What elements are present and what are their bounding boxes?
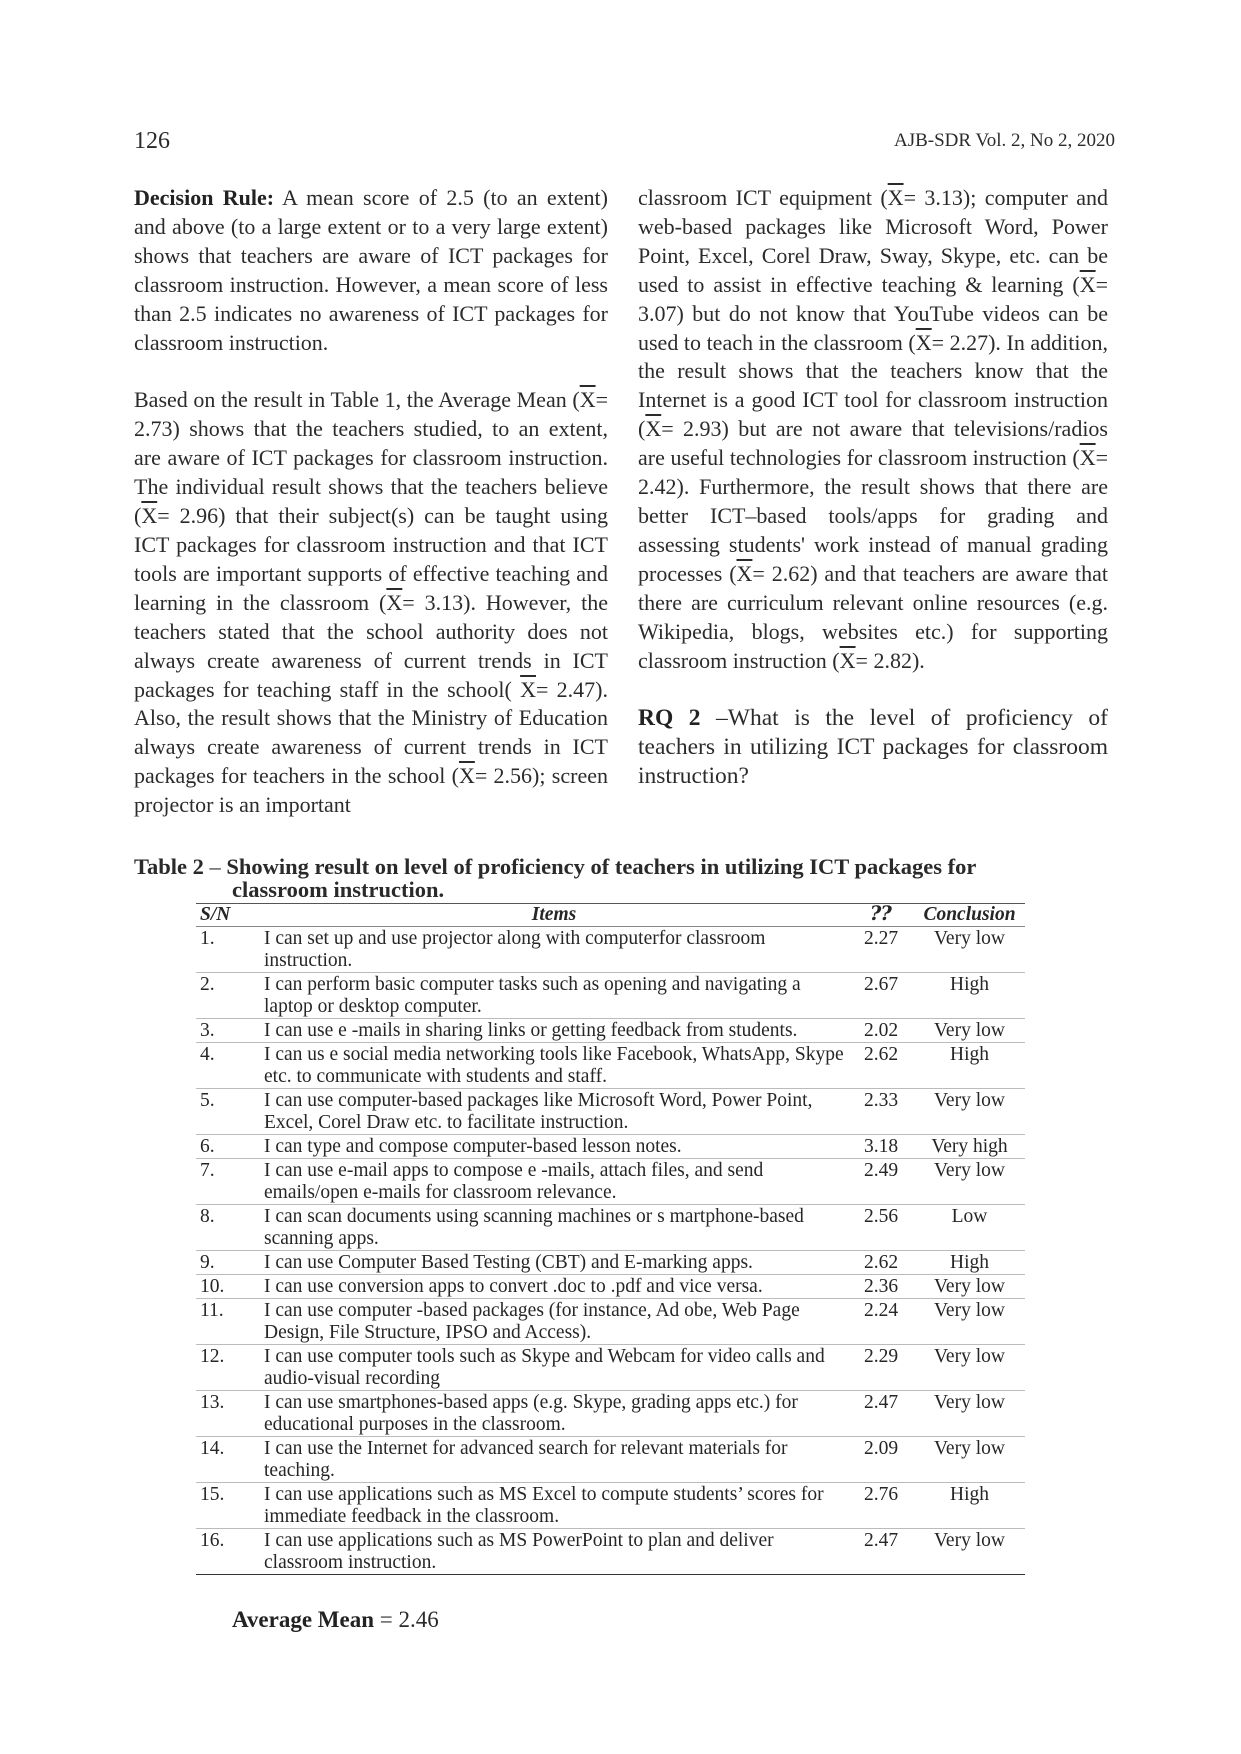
row-conclusion: Very low xyxy=(914,1437,1025,1483)
text-run: = 2.42). Furthermore, the result shows that there are better ICT–based tools/apps for grading and assessing students' work instead of manual grading processes ( xyxy=(638,445,1108,586)
row-conclusion: Very low xyxy=(914,1391,1025,1437)
mean-symbol: $\overline{X}$ xyxy=(915,329,932,355)
row-mean: 2.47 xyxy=(848,1529,914,1575)
row-item: I can perform basic computer tasks such as opening and navigating a laptop or desktop computer. xyxy=(260,973,848,1019)
research-question-2 xyxy=(638,704,1108,791)
row-item: I can use Computer Based Testing (CBT) and E-marking apps. xyxy=(260,1251,848,1275)
row-sn: 2. xyxy=(196,973,260,1019)
row-sn: 5. xyxy=(196,1089,260,1135)
text-run: = 2.47). Also, the result shows that the Ministry of Education always create awareness of current trends in ICT packages for teachers in the school ( xyxy=(134,676,608,789)
row-mean: 2.27 xyxy=(848,927,914,973)
mean-symbol: $\overline{X}$ xyxy=(1079,445,1096,471)
table-row xyxy=(196,927,1025,973)
mean-symbol: $\overline{X}$ xyxy=(1079,271,1096,297)
row-mean: 2.62 xyxy=(848,1251,914,1275)
running-head: AJB-SDR Vol. 2, No 2, 2020 xyxy=(893,130,1115,151)
row-item: I can use applications such as MS Excel to compute students’ scores for immediate feedback in the classroom. xyxy=(260,1483,848,1529)
decision-rule-paragraph xyxy=(134,184,608,357)
row-conclusion: Very low xyxy=(914,927,1025,973)
table1-discussion-paragraph xyxy=(134,386,608,820)
table-row xyxy=(196,1089,1025,1135)
table-row xyxy=(196,1345,1025,1391)
mean-symbol: $\overline{X}$ xyxy=(736,560,753,586)
row-mean: 2.62 xyxy=(848,1043,914,1089)
row-item: I can use applications such as MS PowerPoint to plan and deliver classroom instruction. xyxy=(260,1529,848,1575)
row-mean: 2.24 xyxy=(848,1299,914,1345)
mean-symbol: $\overline{X}$ xyxy=(458,763,475,789)
text-run: = 2.96) that their subject(s) can be taught using ICT packages for classroom instruction and that ICT tools are important supports of effective teaching and learning in the classroom ( xyxy=(134,503,608,615)
row-sn: 9. xyxy=(196,1251,260,1275)
table-row xyxy=(196,1275,1025,1299)
row-sn: 1. xyxy=(196,927,260,973)
row-item: I can use computer -based packages (for instance, Ad obe, Web Page Design, File Structure, IPSO and Access). xyxy=(260,1299,848,1345)
row-sn: 11. xyxy=(196,1299,260,1345)
text-run: = 2.56); screen projector is an important xyxy=(134,763,608,818)
row-sn: 8. xyxy=(196,1205,260,1251)
row-mean: 2.33 xyxy=(848,1089,914,1135)
rq-label: RQ 2 xyxy=(638,705,701,732)
table-row xyxy=(196,1135,1025,1159)
row-item: I can set up and use projector along with computerfor classroom instruction. xyxy=(260,927,848,973)
row-item: I can scan documents using scanning machines or s martphone-based scanning apps. xyxy=(260,1205,848,1251)
average-mean xyxy=(232,1607,439,1633)
row-mean: 2.49 xyxy=(848,1159,914,1205)
row-conclusion: Low xyxy=(914,1205,1025,1251)
table-row xyxy=(196,1299,1025,1345)
row-sn: 3. xyxy=(196,1019,260,1043)
row-sn: 4. xyxy=(196,1043,260,1089)
row-conclusion: Very high xyxy=(914,1135,1025,1159)
table-row xyxy=(196,1043,1025,1089)
row-mean: 2.67 xyxy=(848,973,914,1019)
row-mean: 2.09 xyxy=(848,1437,914,1483)
left-column xyxy=(134,184,608,849)
row-conclusion: Very low xyxy=(914,1529,1025,1575)
row-item: I can us e social media networking tools like Facebook, WhatsApp, Skype etc. to communicate with students and staff. xyxy=(260,1043,848,1089)
row-item: I can use smartphones-based apps (e.g. Skype, grading apps etc.) for educational purposes in the classroom. xyxy=(260,1391,848,1437)
table-caption-line2: classroom instruction. xyxy=(232,877,445,902)
right-column xyxy=(638,184,1108,820)
header-conclusion: Conclusion xyxy=(914,904,1025,927)
table-row xyxy=(196,1159,1025,1205)
row-conclusion: Very low xyxy=(914,1159,1025,1205)
row-item: I can use conversion apps to convert .doc to .pdf and vice versa. xyxy=(260,1275,848,1299)
proficiency-table xyxy=(196,903,1025,1575)
text-run: = 2.62) and that teachers are aware that there are curriculum relevant online resources (e.g. Wikipedia, blogs, websites etc.) for supporting classroom instruction ( xyxy=(638,560,1108,673)
average-mean-label: Average Mean xyxy=(232,1607,374,1632)
row-mean: 2.56 xyxy=(848,1205,914,1251)
header-mean: ⁇ xyxy=(848,904,914,927)
average-mean-value: = 2.46 xyxy=(374,1607,439,1632)
text-run: = 3.07) but do not know that YouTube videos can be used to teach in the classroom ( xyxy=(638,271,1108,355)
row-mean: 2.76 xyxy=(848,1483,914,1529)
decision-rule-text: A mean score of 2.5 (to an extent) and above (to a large extent or to a very large extent) shows that teachers are aware of ICT packages for classroom instruction. However, a mean score of less than 2.5 indicates no awareness of ICT packages for classroom instruction. xyxy=(134,185,608,355)
table-row xyxy=(196,1391,1025,1437)
table-caption xyxy=(134,855,1094,901)
row-mean: 3.18 xyxy=(848,1135,914,1159)
row-conclusion: Very low xyxy=(914,1299,1025,1345)
table-row xyxy=(196,1437,1025,1483)
row-item: I can use computer tools such as Skype and Webcam for video calls and audio-visual recording xyxy=(260,1345,848,1391)
mean-symbol: $\overline{X}$ xyxy=(887,185,904,210)
header-items: Items xyxy=(260,904,848,927)
rq-text: –What is the level of proficiency of teachers in utilizing ICT packages for classroom instruction? xyxy=(638,705,1108,790)
mean-symbol: $\overline{X}$ xyxy=(579,387,596,413)
table-body xyxy=(196,927,1025,1575)
row-conclusion: High xyxy=(914,1483,1025,1529)
mean-symbol: $\overline{X}$ xyxy=(645,416,662,442)
mean-symbol: $\overline{X}$ xyxy=(141,503,158,529)
row-mean: 2.47 xyxy=(848,1391,914,1437)
row-item: I can use computer-based packages like Microsoft Word, Power Point, Excel, Corel Draw etc. to facilitate instruction. xyxy=(260,1089,848,1135)
table-caption-dash: – xyxy=(203,854,227,879)
text-run: = 2.73) shows that the teachers studied, to an extent, are aware of ICT packages for classroom instruction. The individual result shows that the teachers believe ( xyxy=(134,387,608,529)
row-conclusion: Very low xyxy=(914,1275,1025,1299)
row-sn: 14. xyxy=(196,1437,260,1483)
row-mean: 2.36 xyxy=(848,1275,914,1299)
table-caption-line1: Showing result on level of proficiency of teachers in utilizing ICT packages for xyxy=(226,854,977,879)
table-caption-label: Table 2 xyxy=(134,854,204,879)
row-mean: 2.29 xyxy=(848,1345,914,1391)
row-conclusion: Very low xyxy=(914,1345,1025,1391)
decision-rule-label: Decision Rule: xyxy=(134,185,275,210)
row-sn: 10. xyxy=(196,1275,260,1299)
page-number: 126 xyxy=(134,128,170,154)
row-sn: 7. xyxy=(196,1159,260,1205)
text-run: = 3.13); computer and web-based packages like Microsoft Word, Power Point, Excel, Corel Draw, Sway, Skype, etc. can be used to assist in effective teaching & learning ( xyxy=(638,185,1108,297)
row-conclusion: High xyxy=(914,1251,1025,1275)
text-run: = 2.82). xyxy=(855,647,925,673)
row-item: I can use e-mail apps to compose e -mails, attach files, and send emails/open e-mails for classroom relevance. xyxy=(260,1159,848,1205)
row-conclusion: High xyxy=(914,1043,1025,1089)
row-conclusion: High xyxy=(914,973,1025,1019)
row-sn: 6. xyxy=(196,1135,260,1159)
text-run: = 3.13). However, the teachers stated that the school authority does not always create awareness of current trends in ICT packages for teaching staff in the school( xyxy=(134,589,608,702)
row-sn: 15. xyxy=(196,1483,260,1529)
row-mean: 2.02 xyxy=(848,1019,914,1043)
row-conclusion: Very low xyxy=(914,1019,1025,1043)
row-sn: 16. xyxy=(196,1529,260,1575)
table-row xyxy=(196,1205,1025,1251)
table-row xyxy=(196,1251,1025,1275)
mean-symbol: $\overline{X}$ xyxy=(386,589,403,615)
row-sn: 12. xyxy=(196,1345,260,1391)
text-run: = 2.27). In addition, the result shows that the teachers know that the Internet is a good ICT tool for classroom instruction ( xyxy=(638,329,1108,442)
table-row xyxy=(196,1019,1025,1043)
row-item: I can use e -mails in sharing links or getting feedback from students. xyxy=(260,1019,848,1043)
table-row xyxy=(196,1529,1025,1575)
continued-discussion-paragraph xyxy=(638,184,1108,675)
header-sn: S/N xyxy=(196,904,260,927)
mean-symbol: $\overline{X}$ xyxy=(839,647,856,673)
row-conclusion: Very low xyxy=(914,1089,1025,1135)
text-run: classroom ICT equipment ( xyxy=(638,185,888,210)
table-row xyxy=(196,1483,1025,1529)
text-run: = 2.93) but are not aware that televisions/radios are useful technologies for classroom instruction ( xyxy=(638,416,1108,471)
table-header-row xyxy=(196,904,1025,927)
row-item: I can type and compose computer-based lesson notes. xyxy=(260,1135,848,1159)
mean-symbol: $\overline{X}$ xyxy=(520,676,536,702)
table-row xyxy=(196,973,1025,1019)
text-run: Based on the result in Table 1, the Average Mean ( xyxy=(134,387,580,413)
row-item: I can use the Internet for advanced search for relevant materials for teaching. xyxy=(260,1437,848,1483)
row-sn: 13. xyxy=(196,1391,260,1437)
